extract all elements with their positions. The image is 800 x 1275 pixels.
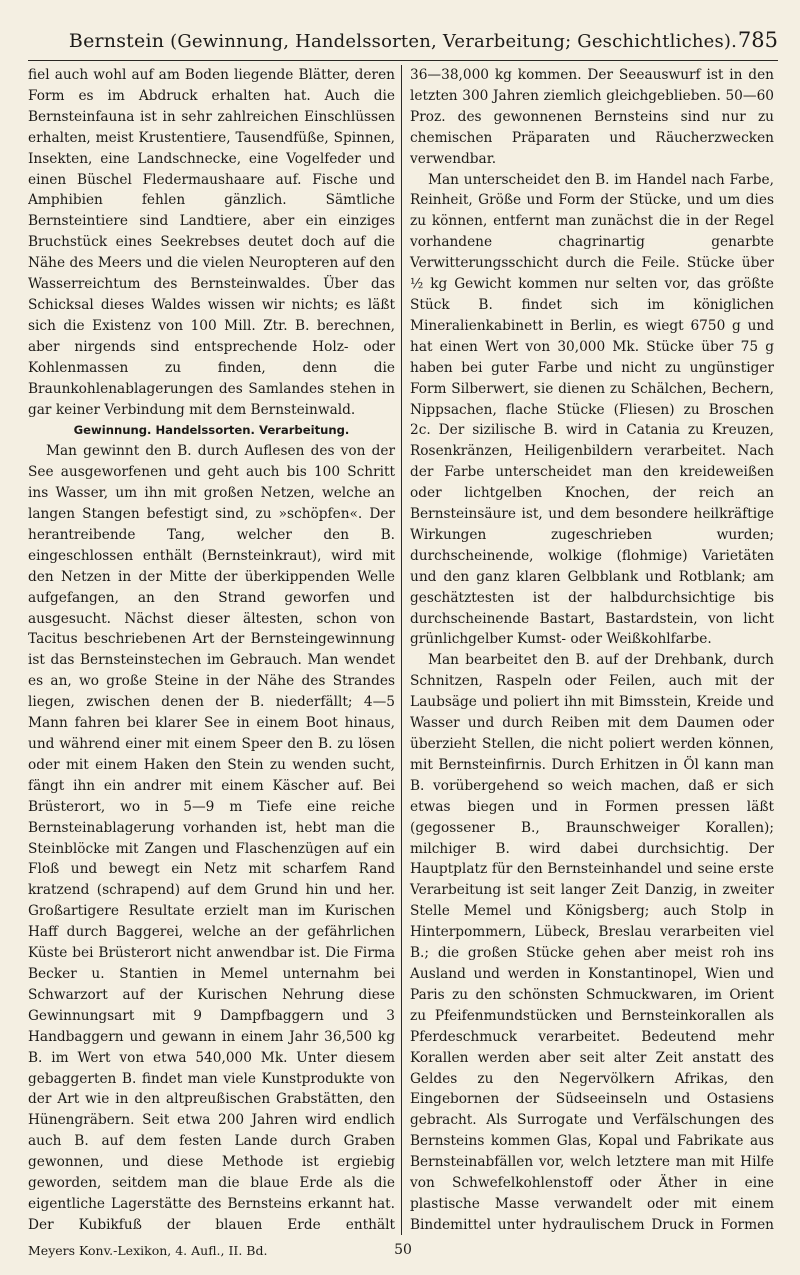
section-heading: Gewinnung. Handelssorten. Verarbeitung. bbox=[73, 423, 350, 438]
left-column bbox=[28, 65, 401, 1235]
header-subtitle: (Gewinnung, Handelssorten, Verarbeitung; Geschichtliches). bbox=[170, 31, 738, 52]
paragraph: Man gewinnt den B. durch Auflesen des von der See ausgeworfenen und geht auch bis 100 Schritt ins Wasser, um ihn mit großen Netzen, welche an langen Stangen befestigt sind, zu »schöpfen«. Der herantreibende Tang, welcher den B. eingeschlossen enthält (Bernsteinkraut), wird mit den Netzen in der Mitte der überkippenden Welle aufgefangen, an den Strand geworfen und ausgesucht. Nächst dieser ältesten, schon von Tacitus beschriebenen Art der Bernsteingewinnung ist das Bernsteinstechen im Gebrauch. Man wendet es an, wo große Steine in der Nähe des Strandes liegen, zwischen denen der B. niederfällt; 4—5 Mann fahren bei klarer See in einem Boot hinaus, und während einer mit einem Speer den B. zu lösen oder mit einem Haken den Stein zu wenden sucht, fängt ihn ein andrer mit einem Käscher auf. Bei Brüsterort, wo in 5—9 m Tiefe eine reiche Bernsteinablagerung vorhanden ist, hebt man die Steinblöcke mit Zangen und Flaschenzügen auf ein Floß und bewegt ein Netz mit scharfem Rand kratzend (schrapend) auf dem Grund hin und her. Großartigere Resultate erzielt man im Kurischen Haff durch Baggerei, welche an der gefährlichen Küste bei Brüsterort nicht anwendbar ist. Die Firma Becker u. Stantien in Memel unternahm bei Schwarzort auf der Kurischen Nehrung diese Gewinnungsart mit 9 Dampfbaggern und 3 Handbaggern und gewann in einem Jahr 36,500 kg B. im Wert von etwa 540,000 Mk. Unter diesem gebaggerten B. findet man viele Kunstprodukte von der Art wie in den altpreußischen Grabstätten, den Hünengräbern. Seit etwa 200 Jahren wird endlich auch B. auf dem festen Lande durch Graben gewonnen, und diese Methode ist ergiebig geworden, seitdem man die blaue Erde als die eigentliche Lagerstätte des Bernsteins erkannt hat. Der Kubikfuß der blauen Erde enthält bbox=[28, 443, 395, 1233]
paragraph: fiel auch wohl auf am Boden liegende Blätter, deren Form es im Abdruck erhalten hat. Auch die Bernsteinfauna ist in sehr zahlreichen Einschlüssen erhalten, meist Krustentiere, Tausendfüße, Spinnen, Insekten, eine Landschnecke, eine Vogelfeder und einen Büschel Fledermaushaare auf. Fische und Amphibien fehlen gänzlich. Sämtliche Bernsteintiere sind Landtiere, aber ein einziges Bruchstück eines Seekrebses deutet doch auf die Nähe des Meers und die vielen Neuropteren auf den Wasserreichtum des Bernsteinwaldes. Über das Schicksal dieses Waldes wissen wir nichts; es läßt sich die Existenz von 100 Mill. Ztr. B. berechnen, aber nirgends sind entsprechende Holz- oder Kohlenmassen zu finden, denn die Braunkohlenablagerungen des Samlandes stehen in gar keiner Verbindung mit dem Bernsteinwald. bbox=[28, 67, 395, 418]
sheet-signature: 50 bbox=[394, 1242, 412, 1258]
header-title bbox=[28, 30, 778, 52]
page-number: 785 bbox=[737, 28, 778, 52]
paragraph: 36—38,000 kg kommen. Der Seeauswurf ist in den letzten 300 Jahren ziemlich gleichgeblieben. 50—60 Proz. des gewonnenen Bernsteins sind nur zu chemischen Präparaten und Räucherzwecken verwendbar. bbox=[410, 67, 774, 167]
right-column bbox=[401, 65, 774, 1235]
text-columns bbox=[28, 65, 778, 1235]
paragraph: Man bearbeitet den B. auf der Drehbank, durch Schnitzen, Raspeln oder Feilen, auch mit der Laubsäge und poliert ihn mit Bimsstein, Kreide und Wasser und durch Reiben mit dem Daumen oder überzieht Stellen, die nicht poliert werden können, mit Bernsteinfirnis. Durch Erhitzen in Öl kann man B. vorübergehend so weich machen, daß er sich etwas biegen und in Formen pressen läßt (gegossener B., Braunschweiger Korallen); milchiger B. wird dabei durchsichtig. Der Hauptplatz für den Bernsteinhandel und seine erste Verarbeitung ist seit langer Zeit Danzig, in zweiter Stelle Memel und Königsberg; auch Stolp in Hinterpommern, Lübeck, Breslau verarbeiten viel B.; die großen Stücke gehen aber meist roh ins Ausland und werden in Konstantinopel, Wien und Paris zu den schönsten Schmuckwaren, im Orient zu Pfeifenmundstücken und Bernsteinkorallen als Pferdeschmuck verarbeitet. Bedeutend mehr Korallen werden aber seit alter Zeit anstatt des Geldes zu den Negervölkern Afrikas, den Eingebornen der Südseeinseln und Ostasiens gebracht. Als Surrogate und Verfälschungen des Bernsteins kommen Glas, Kopal und Fabrikate aus Bernsteinabfällen vor, welch letztere man mit Hilfe von Schwefelkohlenstoff oder Äther in eine plastische Masse verwandelt oder mit einem Bindemittel unter hydraulischem Druck in Formen bbox=[410, 652, 774, 1233]
paragraph: Man unterscheidet den B. im Handel nach Farbe, Reinheit, Größe und Form der Stücke, und um dies zu können, entfernt man zunächst die in der Regel vorhandene chagrinartig genarbte Verwitterungsschicht durch die Feile. Stücke über ½ kg Gewicht kommen nur selten vor, das größte Stück B. findet sich im königlichen Mineralienkabinett in Berlin, es wiegt 6750 g und hat einen Wert von 30,000 Mk. Stücke über 75 g haben bei guter Farbe und nicht zu ungünstiger Form Silberwert, sie dienen zu Schälchen, Bechern, Nippsachen, flache Stücke (Fliesen) zu Broschen 2c. Der sizilische B. wird in Catania zu Kreuzen, Rosenkränzen, Heiligenbildern verarbeitet. Nach der Farbe unterscheidet man den kreideweißen oder lichtgelben Knochen, der reich an Bernsteinsäure ist, und dem besondere heilkräftige Wirkungen zugeschrieben wurden; durchscheinende, wolkige (flohmige) Varietäten und den ganz klaren Gelbblank und Rotblank; am geschätztesten ist der halbdurchsichtige bis durchscheinende Bastart, Bastardstein, von licht grünlichgelber Kumst- oder Weißkohlfarbe. bbox=[410, 171, 774, 648]
header-keyword: Bernstein bbox=[68, 30, 165, 52]
running-header bbox=[28, 28, 778, 61]
page-footer bbox=[28, 1243, 778, 1265]
footer-reference: Meyers Konv.-Lexikon, 4. Aufl., II. Bd. bbox=[28, 1243, 268, 1258]
